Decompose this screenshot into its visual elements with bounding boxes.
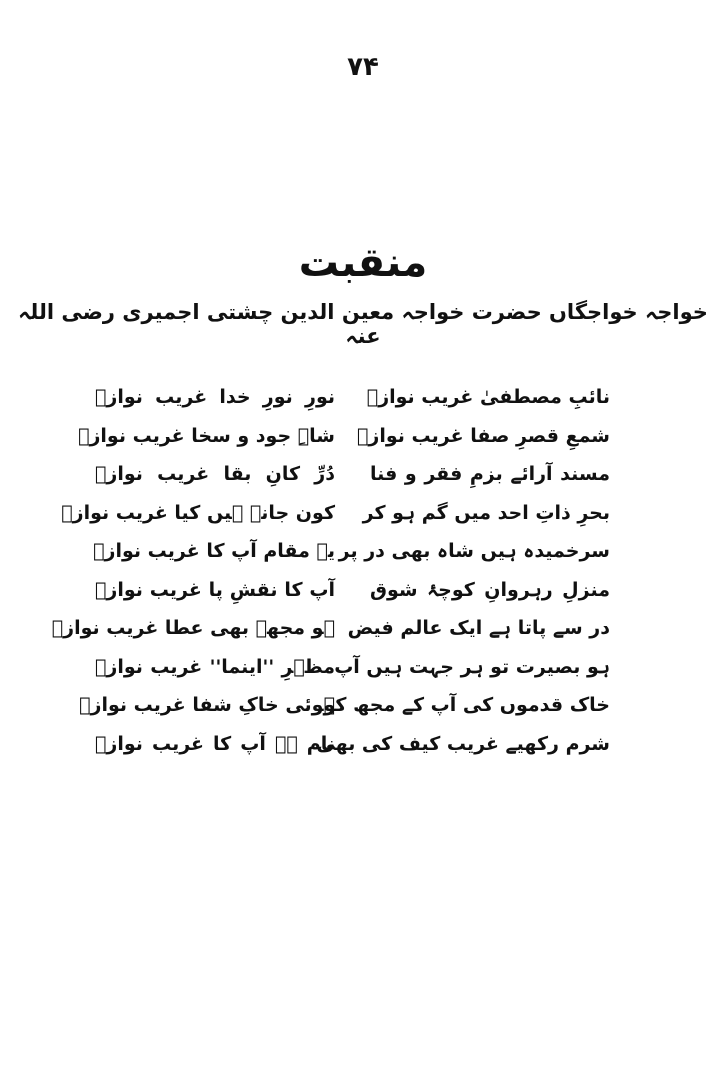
first-line: شمعِ قصرِ صفا غریب نوازؒ [357,424,610,447]
second-line: ہوئی خاکِ شفا غریب نوازؒ [79,694,335,717]
poem-body [51,378,610,763]
couplet [79,686,610,725]
second-line: یہ مقام آپ کا غریب نوازؒ [93,540,335,563]
first-line: بحرِ ذاتِ احد میں گم ہو کر [362,501,610,524]
poem-subtitle: خواجہ خواجگاں حضرت خواجہ معین الدین چشتی اجمیری رضی اللہ عنہ [18,300,708,348]
poem-title: منقبت [298,240,428,286]
couplet [78,417,610,456]
second-line: شاہِ جود و سخا غریب نوازؒ [78,424,335,447]
couplet [95,648,610,687]
couplet [51,609,610,648]
couplet [61,494,610,533]
couplet [95,571,610,610]
second-line: دُرِّ کانِ بقا غریب نوازؒ [95,463,335,486]
second-line: آپ کا نقشِ پا غریب نوازؒ [95,578,335,601]
page-number: ۷۴ [347,52,379,82]
first-line: ہو بصیرت تو ہر جہت ہیں آپ [334,655,610,678]
couplet [95,532,610,571]
first-line: شرم رکھیے غریب کیف کی بھی [316,732,610,755]
first-line: منزلِ رہروانِ کوچۂ شوق [370,578,610,601]
couplet [95,378,610,417]
second-line: نورِ نورِ خدا غریب نوازؒ [95,386,335,409]
first-line: خاک قدموں کی آپ کے مجھ کو [323,694,610,717]
second-line: ہو مجھے بھی عطا غریب نوازؒ [51,617,335,640]
couplet [95,725,610,764]
first-line: در سے پاتا ہے ایک عالم فیض [347,617,610,640]
first-line: سرخمیدہ ہیں شاہ بھی در پر [338,540,610,563]
second-line: نام ہے آپ کا غریب نوازؒ [95,732,335,755]
first-line: مسند آرائے بزمِ فقر و فنا [370,463,610,486]
couplet [95,455,610,494]
second-line: کون جانے ہیں کیا غریب نوازؒ [61,501,335,524]
second-line: مظہرِ ''اینما'' غریب نوازؒ [95,655,335,678]
first-line: نائبِ مصطفیٰ غریب نوازؒ [366,386,610,409]
